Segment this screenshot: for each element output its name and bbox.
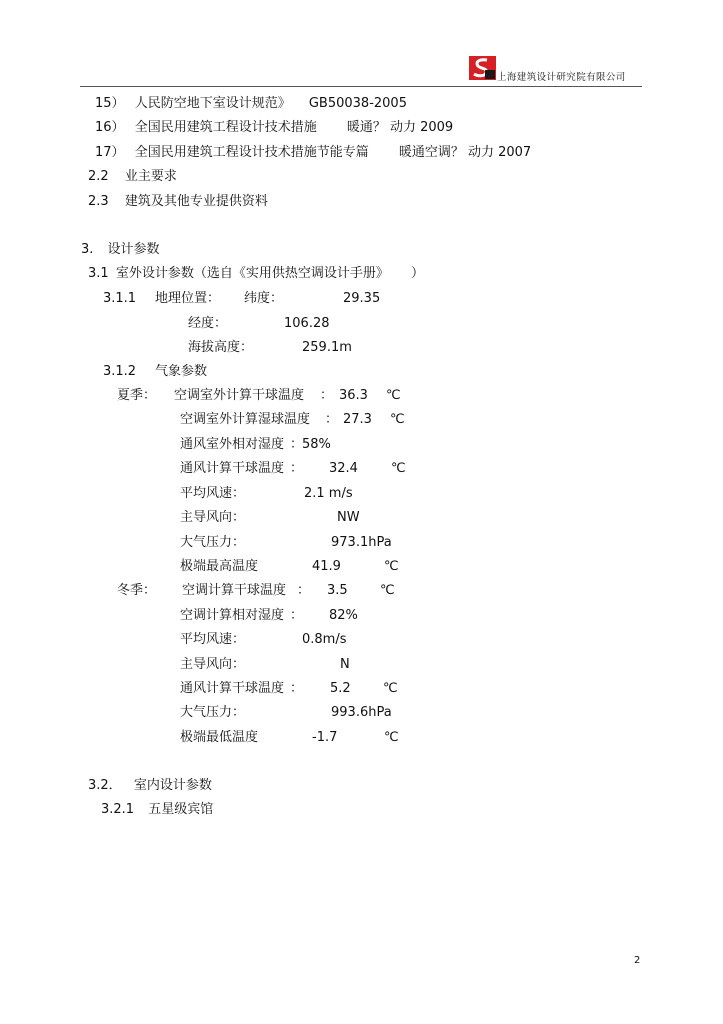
summer-row-value: 36.3 xyxy=(339,388,368,403)
summer-row-value: 2.1 m/s xyxy=(304,486,353,501)
section-3-2-1 xyxy=(101,802,213,818)
winter-row-unit: ℃ xyxy=(384,730,399,745)
ref-text: 全国民用建筑工程设计技术措施 xyxy=(134,120,317,135)
summer-row-colon: ： xyxy=(325,412,339,427)
ref-number: 17） xyxy=(95,145,125,160)
altitude-label: 海拔高度： xyxy=(188,340,254,355)
section-2-3 xyxy=(88,194,268,210)
section-title-close: ） xyxy=(410,266,424,281)
winter-row-value: -1.7 xyxy=(312,730,338,745)
summer-row-value: 27.3 xyxy=(343,412,372,427)
ref-code: 暖通空调？ 动力 2007 xyxy=(398,145,532,160)
winter-label: 冬季： xyxy=(117,583,157,598)
ref-text: 人民防空地下室设计规范》 xyxy=(134,96,291,111)
longitude-value: 106.28 xyxy=(284,316,330,331)
section-number: 2.2 xyxy=(88,169,109,184)
section-3 xyxy=(81,242,160,258)
section-2-2 xyxy=(88,169,177,185)
summer-row-colon: ： xyxy=(290,461,304,476)
longitude-label: 经度： xyxy=(188,316,228,331)
section-title: 室外设计参数（选自《实用供热空调设计手册》 xyxy=(115,266,389,281)
winter-row-value: 5.2 xyxy=(330,681,351,696)
winter-row-value: 82% xyxy=(329,608,358,623)
summer-row-value: 973.1hPa xyxy=(331,535,392,550)
ref-number: 15） xyxy=(95,96,125,111)
summer-row-label: 极端最高温度 xyxy=(180,559,259,574)
summer-row-unit: ℃ xyxy=(384,559,399,574)
summer-row-unit: ℃ xyxy=(386,388,401,403)
summer-row-label: 平均风速： xyxy=(180,486,246,501)
company-logo xyxy=(469,56,496,80)
section-number-3-1-1: 3.1.1 xyxy=(103,291,137,306)
ref-17 xyxy=(95,145,531,161)
summer-label: 夏季： xyxy=(117,388,157,403)
page-number: 2 xyxy=(634,955,641,966)
winter-row-unit: ℃ xyxy=(380,583,395,598)
summer-row-colon: ： xyxy=(290,437,304,452)
section-number: 2.3 xyxy=(88,194,109,209)
winter-row-value: N xyxy=(340,657,350,672)
winter-row-label: 平均风速： xyxy=(180,632,246,647)
summer-row-label: 空调室外计算干球温度 xyxy=(174,388,305,403)
ref-16 xyxy=(95,120,453,136)
summer-row-label: 主导风向： xyxy=(180,510,246,525)
summer-row-label: 通风室外相对湿度 xyxy=(180,437,285,452)
section-number: 3.2． xyxy=(88,778,122,793)
winter-row-value: 3.5 xyxy=(327,583,348,598)
summer-row-value: NW xyxy=(337,510,360,525)
header-rule xyxy=(80,86,642,87)
winter-row-label: 极端最低温度 xyxy=(180,730,259,745)
ref-text: 全国民用建筑工程设计技术措施节能专篇 xyxy=(134,145,369,160)
summer-row-value: 32.4 xyxy=(329,461,358,476)
winter-row-unit: ℃ xyxy=(383,681,398,696)
section-number: 3. xyxy=(81,242,94,257)
summer-row-value: 41.9 xyxy=(312,559,341,574)
winter-row-label: 空调计算干球温度 xyxy=(182,583,287,598)
winter-row-colon: ： xyxy=(290,608,304,623)
summer-row-label: 空调室外计算湿球温度 xyxy=(180,412,311,427)
section-title-3-1-2: 气象参数 xyxy=(155,364,208,379)
section-title: 设计参数 xyxy=(107,242,160,257)
section-number-3-1-2: 3.1.2 xyxy=(103,364,137,379)
winter-row-colon: ： xyxy=(297,583,311,598)
ref-code: 暖通？ 动力 2009 xyxy=(346,120,454,135)
summer-row-colon: ： xyxy=(320,388,334,403)
section-title: 业主要求 xyxy=(124,169,177,184)
winter-row-label: 空调计算相对湿度 xyxy=(180,608,285,623)
summer-row-label: 通风计算干球温度 xyxy=(180,461,285,476)
section-title: 建筑及其他专业提供资料 xyxy=(124,194,268,209)
summer-row-label: 大气压力： xyxy=(180,535,246,550)
section-title: 五星级宾馆 xyxy=(148,802,214,817)
summer-row-unit: ℃ xyxy=(390,412,405,427)
section-number: 3.1 xyxy=(88,266,109,281)
summer-row-unit: ℃ xyxy=(391,461,406,476)
winter-row-value: 993.6hPa xyxy=(331,705,392,720)
company-name: 上海建筑设计研究院有限公司 xyxy=(497,72,626,83)
latitude-label: 纬度： xyxy=(244,291,284,306)
winter-row-colon: ： xyxy=(290,681,304,696)
ref-code: GB50038-2005 xyxy=(308,96,407,111)
altitude-value: 259.1m xyxy=(302,340,352,355)
winter-row-value: 0.8m/s xyxy=(302,632,347,647)
ref-number: 16） xyxy=(95,120,125,135)
summer-row-value: 58% xyxy=(302,437,331,452)
winter-row-label: 大气压力： xyxy=(180,705,246,720)
latitude-value: 29.35 xyxy=(343,291,381,306)
section-3-1 xyxy=(88,266,424,282)
ref-15 xyxy=(95,96,407,112)
geo-location-label: 地理位置： xyxy=(155,291,221,306)
section-number: 3.2.1 xyxy=(101,802,135,817)
section-title: 室内设计参数 xyxy=(133,778,212,793)
section-3-2 xyxy=(88,778,212,794)
winter-row-label: 通风计算干球温度 xyxy=(180,681,285,696)
winter-row-label: 主导风向： xyxy=(180,657,246,672)
